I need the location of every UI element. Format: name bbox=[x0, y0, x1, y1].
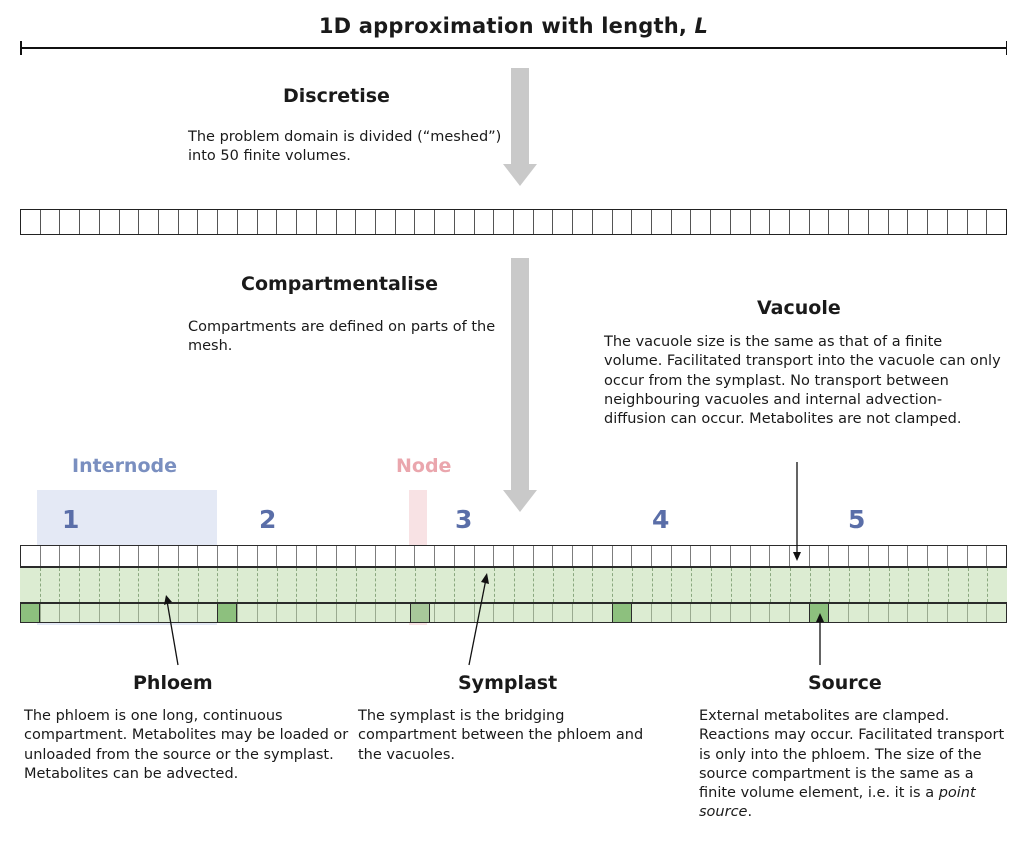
phloem-heading: Phloem bbox=[133, 672, 213, 694]
arrow-down-compartmentalise-icon bbox=[500, 258, 540, 516]
vacuole-row bbox=[20, 545, 1007, 567]
phloem-row bbox=[20, 603, 1007, 623]
length-cap-left bbox=[20, 41, 22, 55]
length-symbol: L bbox=[694, 14, 709, 38]
page-title bbox=[0, 14, 1027, 38]
length-cap-right bbox=[1006, 41, 1008, 55]
source-description-part2: . bbox=[747, 804, 753, 821]
source-square-1 bbox=[20, 603, 40, 623]
source-description-emphasis: point source bbox=[699, 785, 976, 821]
length-rule bbox=[20, 47, 1007, 49]
length-measure-bar bbox=[20, 41, 1007, 55]
mesh-strip bbox=[20, 209, 1007, 235]
compartment-number-2: 2 bbox=[259, 505, 277, 534]
compartment-number-3: 3 bbox=[455, 505, 473, 534]
source-square-2 bbox=[217, 603, 237, 623]
vacuole-heading: Vacuole bbox=[757, 297, 841, 319]
compartment-number-1: 1 bbox=[62, 505, 80, 534]
source-description-part1: External metabolites are clamped. Reactions may occur. Facilitated transport is only into the phloem. The size of the source compartment is the same as a finite volume element, i.e. it is a bbox=[699, 708, 1005, 802]
page-title-text: 1D approximation with length, bbox=[318, 14, 695, 38]
node-segment bbox=[410, 603, 430, 623]
node-label: Node bbox=[396, 455, 452, 477]
compartment-number-5: 5 bbox=[848, 505, 866, 534]
symplast-description: The symplast is the bridging compartment between the phloem and the vacuoles. bbox=[358, 708, 644, 763]
source-heading: Source bbox=[808, 672, 882, 694]
compartment-diagram bbox=[20, 545, 1007, 625]
symplast-row bbox=[20, 567, 1007, 603]
discretise-heading: Discretise bbox=[283, 85, 390, 107]
vacuole-description: The vacuole size is the same as that of a finite volume. Facilitated transport into the vacuole can only occur from the symplast. No transport between neighbouring vacuoles and internal advection-diffusion can occur. Metabolites are not clamped. bbox=[604, 334, 1001, 428]
internode-label: Internode bbox=[72, 455, 178, 477]
compartmentalise-heading: Compartmentalise bbox=[241, 273, 439, 295]
source-square-4 bbox=[809, 603, 829, 623]
phloem-description: The phloem is one long, continuous compartment. Metabolites may be loaded or unloaded from the source or the symplast. Metabolites can be advected. bbox=[24, 708, 349, 782]
arrow-down-discretise-icon bbox=[500, 68, 540, 188]
source-description bbox=[699, 707, 1009, 823]
source-square-3 bbox=[612, 603, 632, 623]
discretise-description: The problem domain is divided (“meshed”) into 50 finite volumes. bbox=[188, 129, 502, 165]
compartmentalise-description: Compartments are defined on parts of the mesh. bbox=[188, 319, 496, 355]
compartment-number-4: 4 bbox=[652, 505, 670, 534]
symplast-heading: Symplast bbox=[458, 672, 558, 694]
